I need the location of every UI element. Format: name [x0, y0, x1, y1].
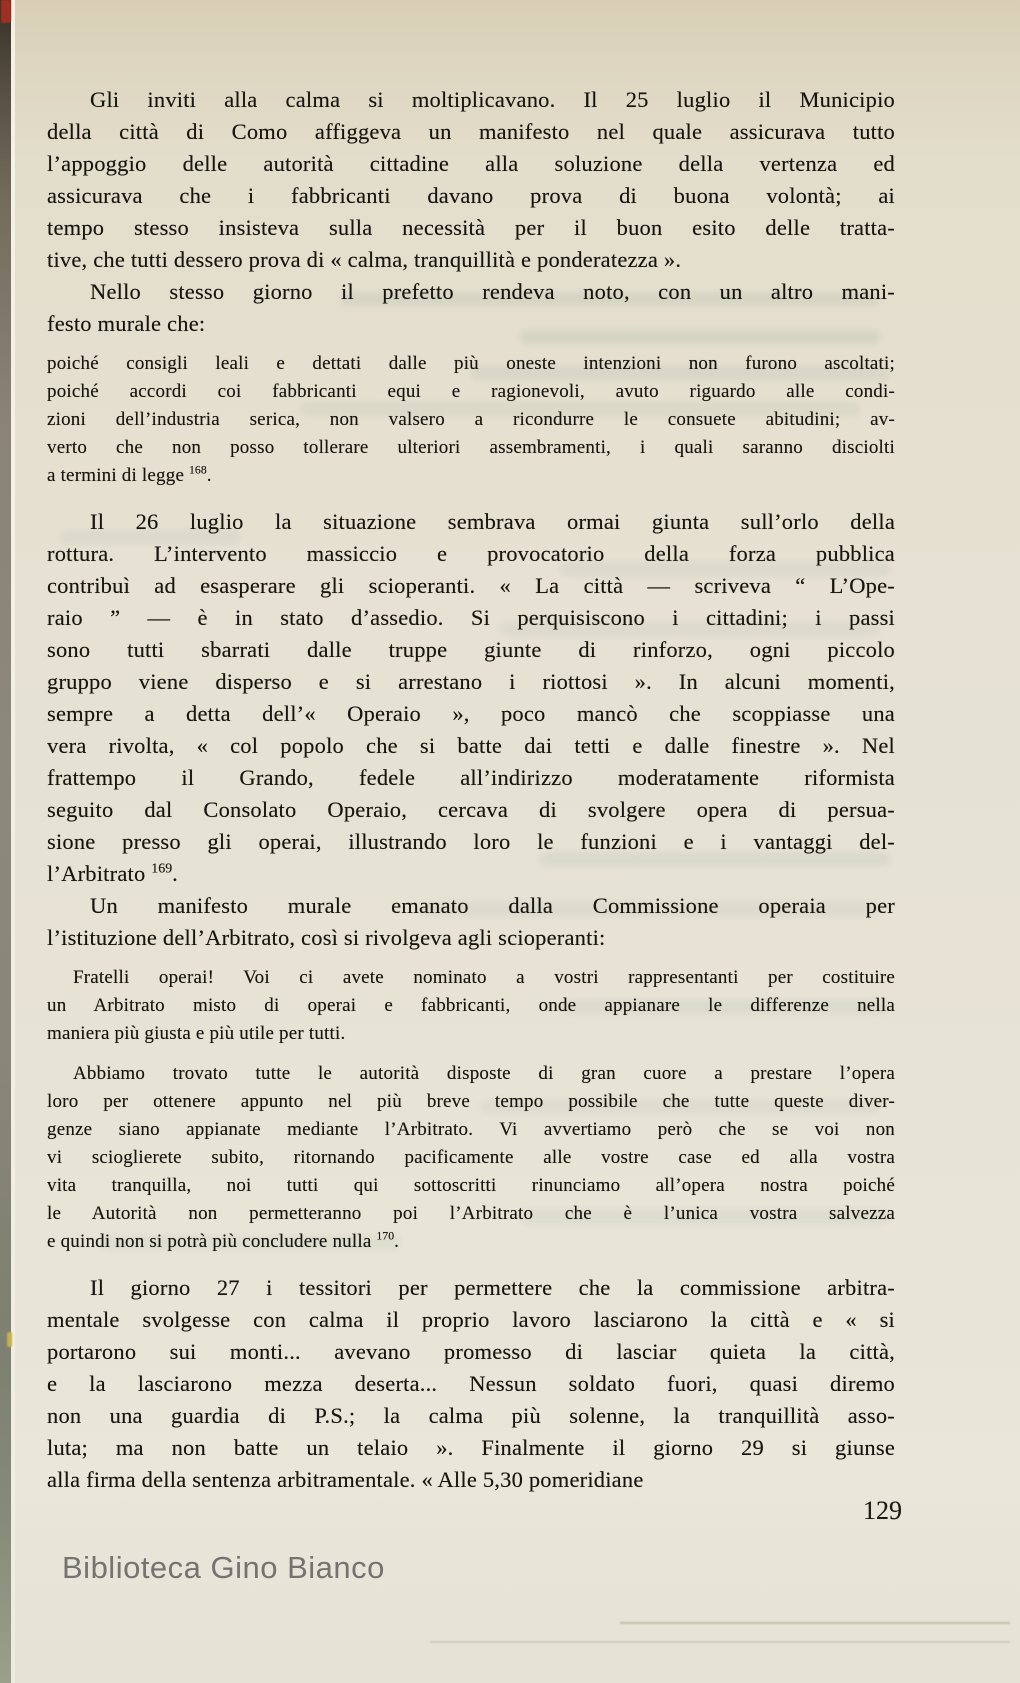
text-line: raio ” — è in stato d’assedio. Si perquisiscono i cittadini; i passi [47, 605, 895, 630]
text-line: assicurava che i fabbricanti davano prova di buona volontà; ai [47, 183, 895, 208]
text-line: sono tutti sbarrati dalle truppe giunte di rinforzo, ogni piccolo [47, 637, 895, 662]
text-line: Abbiamo trovato tutte le autorità disposte di gran cuore a prestare l’opera [73, 1063, 895, 1084]
text-line: luta; ma non batte un telaio ». Finalmente il giorno 29 si giunse [47, 1435, 895, 1460]
text-line: e la lasciarono mezza deserta... Nessun soldato fuori, quasi diremo [47, 1371, 895, 1396]
text-line: contribuì ad esasperare gli scioperanti. « La città — scriveva “ L’Ope- [47, 573, 895, 598]
text-line: l’istituzione dell’Arbitrato, così si rivolgeva agli scioperanti: [47, 925, 606, 950]
text-line: Il giorno 27 i tessitori per permettere che la commissione arbitra- [90, 1275, 895, 1300]
pencil-line [430, 1641, 1010, 1643]
text-line: poiché accordi coi fabbricanti equi e ragionevoli, avuto riguardo alle condi- [47, 381, 895, 402]
text-line: vera rivolta, « col popolo che si batte dai tetti e dalle finestre ». Nel [47, 733, 895, 758]
text-line: vita tranquilla, noi tutti qui sottoscritti rinunciamo all’opera nostra poiché [47, 1175, 895, 1196]
text-line: non una guardia di P.S.; la calma più solenne, la tranquillità asso- [47, 1403, 895, 1428]
text-line: vi scioglierete subito, ritornando pacificamente alle vostre case ed alla vostra [47, 1147, 895, 1168]
text-line: mentale svolgesse con calma il proprio lavoro lasciarono la città e « si [47, 1307, 895, 1332]
paragraph [47, 84, 895, 276]
blockquote [47, 964, 895, 1048]
text-line: maniera più giusta e più utile per tutti. [47, 1023, 346, 1044]
text-line: Il 26 luglio la situazione sembrava ormai giunta sull’orlo della [90, 509, 895, 534]
footnote-reference: 169 [151, 861, 173, 877]
paragraph [47, 890, 895, 954]
text-line: Gli inviti alla calma si moltiplicavano. Il 25 luglio il Municipio [90, 87, 895, 112]
paragraph [47, 276, 895, 340]
text-line: un Arbitrato misto di operai e fabbricanti, onde appianare le differenze nella [47, 995, 895, 1016]
text-line: verto che non posso tollerare ulteriori assembramenti, i quali saranno disciolti [47, 437, 895, 458]
blockquote [47, 1060, 895, 1256]
text-line: seguito dal Consolato Operaio, cercava di svolgere opera di persua- [47, 797, 895, 822]
yellow-speck [7, 1332, 12, 1347]
text-line: Un manifesto murale emanato dalla Commissione operaia per [90, 893, 895, 918]
text-line: portarono sui monti... avevano promesso di lasciar quieta la città, [47, 1339, 895, 1364]
book-binding-edge [0, 0, 11, 1683]
footnote-reference: 170 [376, 1229, 395, 1243]
page-number: 129 [863, 1496, 902, 1525]
text-line: Nello stesso giorno il prefetto rendeva noto, con un altro mani- [90, 279, 895, 304]
text-line: le Autorità non permetteranno poi l’Arbitrato che è l’unica vostra salvezza [47, 1203, 895, 1224]
text-column [47, 84, 895, 1496]
paragraph [47, 1272, 895, 1496]
page-edge-highlight [11, 0, 15, 1683]
library-watermark: Biblioteca Gino Bianco [62, 1550, 385, 1585]
paragraph [47, 506, 895, 890]
text-line: l’appoggio delle autorità cittadine alla soluzione della vertenza ed [47, 151, 895, 176]
text-line: poiché consigli leali e dettati dalle più oneste intenzioni non furono ascoltati; [47, 353, 895, 374]
pencil-line [620, 1622, 1010, 1624]
text-line: Fratelli operai! Voi ci avete nominato a vostri rappresentanti per costituire [73, 967, 895, 988]
text-line: rottura. L’intervento massiccio e provocatorio della forza pubblica [47, 541, 895, 566]
text-line: l’Arbitrato $^{169}$. [47, 861, 178, 886]
text-line: festo murale che: [47, 311, 206, 336]
text-line: alla firma della sentenza arbitramentale. « Alle 5,30 pomeridiane [47, 1467, 644, 1492]
text-line: frattempo il Grando, fedele all’indirizzo moderatamente riformista [47, 765, 895, 790]
text-line: sione presso gli operai, illustrando loro le funzioni e i vantaggi del- [47, 829, 895, 854]
text-line: zioni dell’industria serica, non valsero a ricondurre le consuete abitudini; av- [47, 409, 895, 430]
blockquote [47, 350, 895, 490]
text-line: della città di Como affiggeva un manifesto nel quale assicurava tutto [47, 119, 895, 144]
text-line: genze siano appianate mediante l’Arbitrato. Vi avvertiamo però che se voi non [47, 1119, 895, 1140]
text-line: loro per ottenere appunto nel più breve tempo possibile che tutte queste diver- [47, 1091, 895, 1112]
text-line: e quindi non si potrà più concludere nulla $^{170}$. [47, 1229, 400, 1252]
text-line: tive, che tutti dessero prova di « calma, tranquillità e ponderatezza ». [47, 247, 682, 272]
text-line: sempre a detta dell’« Operaio », poco mancò che scoppiasse una [47, 701, 895, 726]
red-ink-mark [1, 0, 11, 23]
text-line: gruppo viene disperso e si arrestano i riottosi ». In alcuni momenti, [47, 669, 895, 694]
text-line: tempo stesso insisteva sulla necessità per il buon esito delle tratta- [47, 215, 895, 240]
text-line: a termini di legge $^{168}$. [47, 463, 212, 486]
footnote-reference: 168 [189, 463, 207, 477]
